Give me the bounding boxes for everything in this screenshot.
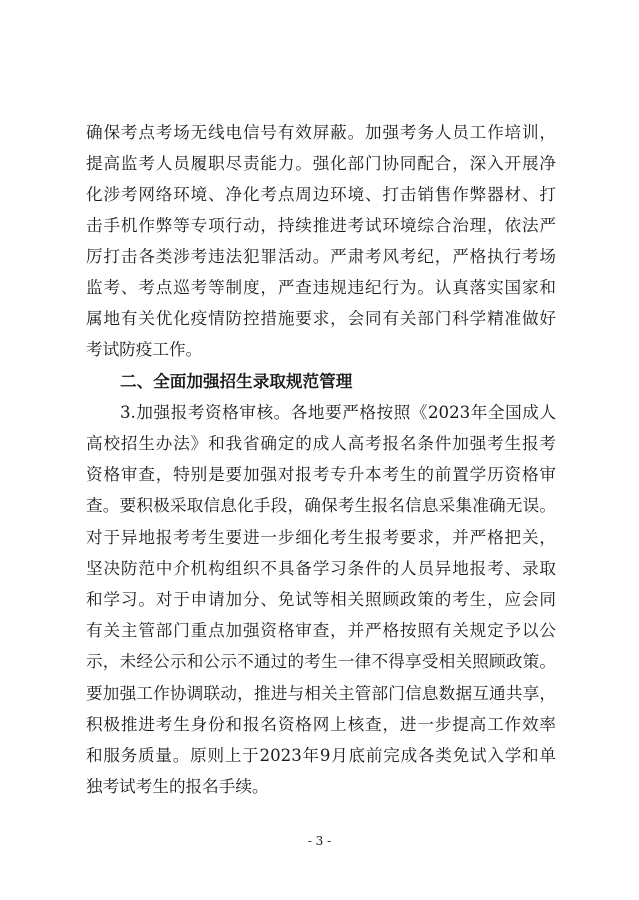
paragraph-2-line-5: 对于异地报考考生要进一步细化考生报考要求，并严格把关， [86,528,556,547]
paragraph-1-line-1: 确保考点考场无线电信号有效屏蔽。加强考务人员工作培训， [86,123,556,142]
paragraph-1-line-2: 提高监考人员履职尽责能力。强化部门协同配合，深入开展净 [86,154,556,173]
paragraph-2-line-7: 和学习。对于申请加分、免试等相关照顾政策的考生，应会同 [86,590,556,609]
section-heading: 二、全面加强招生录取规范管理 [120,372,353,391]
page-number: - 3 - [307,834,332,848]
paragraph-2-line-1: 3.加强报考资格审核。各地要严格按照《2023年全国成人 [120,403,556,422]
paragraph-2-line-11: 积极推进考生身份和报名资格网上核查，进一步提高工作效率 [86,715,556,734]
paragraph-2-line-2: 高校招生办法》和我省确定的成人高考报名条件加强考生报考 [86,434,556,453]
paragraph-1-line-4: 击手机作弊等专项行动，持续推进考试环境综合治理，依法严 [86,216,556,235]
paragraph-2-line-3: 资格审查，特别是要加强对报考专升本考生的前置学历资格审 [86,465,556,484]
paragraph-2-line-12: 和服务质量。原则上于2023年9月底前完成各类免试入学和单 [86,746,556,765]
paragraph-1-line-6: 监考、考点巡考等制度，严查违规违纪行为。认真落实国家和 [86,278,556,297]
paragraph-2-line-6: 坚决防范中介机构组织不具备学习条件的人员异地报考、录取 [86,559,556,578]
paragraph-1-line-7: 属地有关优化疫情防控措施要求，会同有关部门科学精准做好 [86,309,556,328]
paragraph-1-line-8: 考试防疫工作。 [86,340,203,359]
paragraph-1-line-5: 厉打击各类涉考违法犯罪活动。严肃考风考纪，严格执行考场 [86,247,556,266]
paragraph-2-line-8: 有关主管部门重点加强资格审查，并严格按照有关规定予以公 [86,621,556,640]
paragraph-1-line-3: 化涉考网络环境、净化考点周边环境、打击销售作弊器材、打 [86,185,556,204]
paragraph-2-line-9: 示，未经公示和公示不通过的考生一律不得享受相关照顾政策。 [86,652,556,671]
paragraph-2-line-10: 要加强工作协调联动，推进与相关主管部门信息数据互通共享， [86,684,556,703]
paragraph-2-line-4: 查。要积极采取信息化手段，确保考生报名信息采集准确无误。 [86,496,556,515]
paragraph-2-line-13: 独考试考生的报名手续。 [86,777,269,796]
